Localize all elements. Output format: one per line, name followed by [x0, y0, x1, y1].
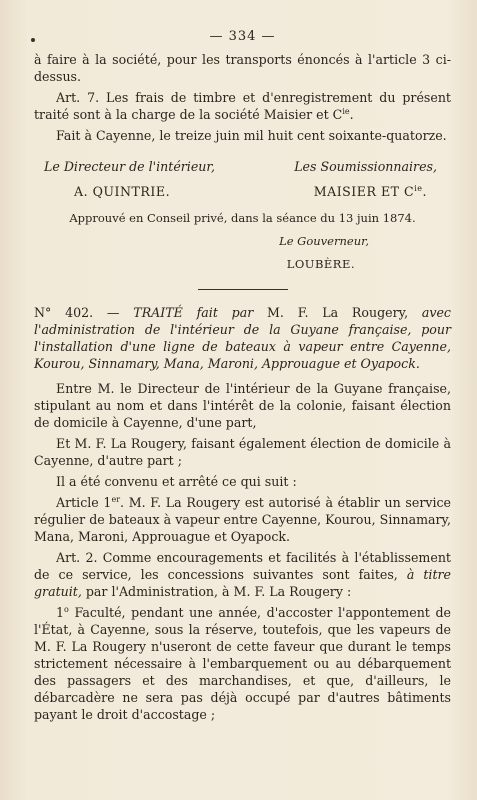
article-1 — [34, 494, 451, 545]
treaty-title-pre: TRAITÉ fait par — [133, 305, 268, 320]
article-7 — [34, 89, 451, 123]
clause-1-pre: 1 — [56, 605, 65, 620]
governor-name: LOUBÈRE. — [286, 257, 355, 271]
article-1-text: . M. F. La Rougery est autorisé à établir un service régulier de bateaux à vapeur entre Cayenne, Kourou, Sinnamary, Mana, Maroni, Approuague et Oyapock. — [34, 495, 451, 544]
clause-1 — [34, 604, 451, 723]
paragraph-parties-1: Entre M. le Directeur de l'intérieur de la Guyane française, stipulant au nom et dans l'intérêt de la colonie, faisant élection de domicile à Cayenne, d'une part, — [34, 381, 451, 430]
section-divider — [198, 289, 288, 290]
clause-1-text: Faculté, pendant une année, d'accoster l'appontement de l'État, à Cayenne, sous la réserve, toutefois, que les vapeurs de M. F. La Rougery n'useront de cette faveur que durant le temps strictement nécessaire à l'embarquement ou au débarquement des passagers et des marchandises, et que, d'ailleurs, le débarcadère ne sera pas déjà occupé par d'autres bâtiments payant le droit d'accostage ; — [34, 605, 451, 722]
treaty-title-post: avec l'administration de l'intérieur de la Guyane française, pour l'installation d'une ligne de bateaux à vapeur entre Cayenne, Kourou, Sinnamary, Mana, Maroni, Approuague et Oyapock. — [34, 305, 451, 371]
approval-line: Approuvé en Conseil privé, dans la séance du 13 juin 1874. — [69, 211, 416, 225]
signing-date: Fait à Cayenne, le treize juin mil huit cent soixante-quatorze. — [56, 128, 447, 143]
director-name: A. QUINTRIE. — [74, 184, 171, 199]
signature-names — [34, 183, 451, 200]
page-number: — 334 — — [209, 29, 276, 44]
article-1-sup: er — [111, 494, 121, 504]
governor-title: Le Gouverneur, — [279, 234, 369, 248]
treaty-number: N° 402. — [34, 305, 94, 320]
article-7-sup: ie — [342, 106, 350, 116]
article-2-pre: Art. 2. Comme encouragements et facilités à l'établissement de ce service, les concessions suivantes sont faites, — [34, 550, 451, 582]
article-7-end: . — [349, 107, 354, 122]
bidders-name-end: . — [422, 184, 427, 199]
clause-1-sup: o — [64, 604, 69, 614]
article-7-text: Art. 7. Les frais de timbre et d'enregistrement du présent traité sont à la charge de la société Maisier et C — [34, 90, 451, 122]
signature-titles — [34, 158, 451, 175]
treaty-heading — [34, 304, 451, 372]
carry-paragraph: à faire à la société, pour les transports énoncés à l'article 3 ci-dessus. — [34, 52, 451, 84]
article-2 — [34, 549, 451, 600]
paragraph-parties-2: Et M. F. La Rougery, faisant également élection de domicile à Cayenne, d'autre part ; — [34, 436, 451, 468]
article-2-post: par l'Administration, à M. F. La Rougery : — [81, 584, 352, 599]
ink-dot — [31, 38, 35, 42]
paragraph-agreed: Il a été convenu et arrêté ce qui suit : — [56, 474, 297, 489]
article-1-pre: Article 1 — [56, 495, 112, 510]
bidders-name-sup: ie — [414, 183, 423, 193]
treaty-party-name: M. F. La Rougery, — [267, 305, 409, 320]
bidders-name-text: MAISIER ET C — [313, 184, 415, 199]
bidders-name — [314, 183, 427, 200]
treaty-dash: — — [93, 305, 134, 320]
bidders-title: Les Soumissionnaires, — [294, 159, 437, 174]
director-title: Le Directeur de l'intérieur, — [44, 159, 216, 174]
article-2-italic: à titre gratuit, — [34, 567, 451, 599]
